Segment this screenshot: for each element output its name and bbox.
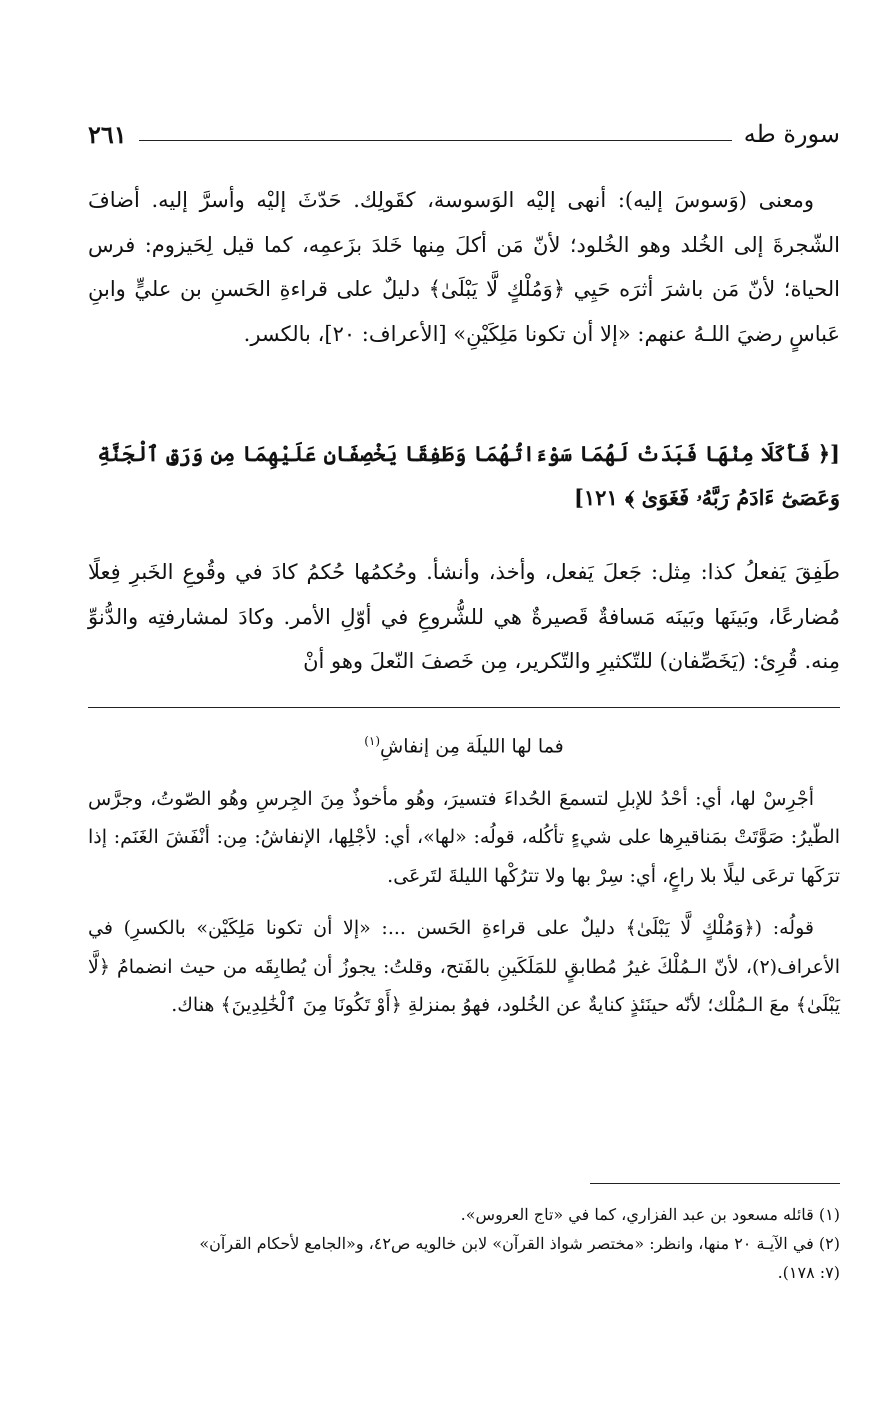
quran-verse	[88, 432, 840, 520]
verse-line: وَعَصَىٰٓ ءَادَمُ رَبَّهُۥ فَغَوَىٰ ﴾ ١٢١]	[573, 485, 840, 510]
annotation-divider	[88, 707, 840, 708]
main-commentary	[88, 178, 840, 356]
annotation-section	[88, 722, 840, 1025]
poem-footnote-ref: (١)	[364, 734, 381, 748]
footnote-continuation: (٧: ١٧٨).	[777, 1263, 840, 1282]
footnote-rule	[590, 1183, 840, 1184]
annotation-paragraph: أجْرِسْ لها، أي: أحْدُ للإبلِ لتسمعَ الحُداءَ فتسيرَ، وهُو مأخوذٌ مِنَ الجِرسِ وهُو الصّوتُ، وجرَّس الطّيرُ: صَوَّتَتْ بمَناقيرِها على شيءٍ تأكُله، قولُه: «لها»، أي: لأجْلِها، الإنفاشُ: مِن: أنْفَشَ الغَنَم: إذا ترَكَها ترعَى ليلًا بلا راعٍ، أي: سِرْ بها ولا تترُكْها الليلةَ لتَرعَى.	[88, 787, 840, 887]
footnotes	[88, 1200, 840, 1287]
verse-line: [﴿ فَأَكَلَا مِنْهَا فَبَدَتْ لَهُمَا سَوْءَاتُهُمَا وَطَفِقَا يَخْصِفَانِ عَلَيْهِمَا مِن وَرَقِ ٱلْجَنَّةِ	[97, 441, 840, 466]
main-commentary	[88, 550, 840, 684]
poem-line	[88, 722, 840, 766]
page-header	[88, 112, 840, 156]
footnote: (٢) في الآيـة ٢٠ منها، وانظر: «مختصر شواذ القرآن» لابن خالويه ص٤٢، و«الجامع لأحكام القرآن»	[199, 1234, 840, 1253]
main-paragraph: ومعنى (وَسوسَ إليه): أنهى إليْه الوَسوسة، كقَولِك. حَدّثَ إليْه وأسرَّ إليه. أضافَ الشّجرةَ إلى الخُلد وهو الخُلود؛ لأنّ مَن أكلَ مِنها خَلدَ بزَعمِه، كما قيل لِحَيزوم: فرس الحياة؛ لأنّ مَن باشرَ أثرَه حَيِي ﴿وَمُلْكٍ لَّا يَبْلَىٰ﴾ دليلٌ على قراءةِ الحَسنِ بن عليٍّ وابنِ عَباسٍ رضيَ اللـهُ عنهم: «إلا أن تكونا مَلِكَيْنِ» [الأعراف: ٢٠]، بالكسر.	[88, 188, 841, 346]
main-paragraph: طَفِقَ يَفعلُ كذا: مِثل: جَعلَ يَفعل، وأخذ، وأنشأ. وحُكمُها حُكمُ كادَ في وقُوعِ الخَبرِ فِعلًا مُضارعًا، وبَينَها وبَينَه مَسافةٌ قَصيرةٌ هي للشُّروعِ في أوّلِ الأمر. وكادَ لمشارفتِه والدُّنوِّ مِنه. قُرِئ: (يَخَصِّفان) للتّكثيرِ والتّكرير، مِن خَصفَ النّعلَ وهو أنْ	[88, 560, 840, 673]
page-number: ٢٦١	[88, 119, 127, 149]
annotation-paragraph: قولُه: (﴿وَمُلْكٍ لَّا يَبْلَىٰ﴾ دليلٌ على قراءةِ الحَسن ...: «إلا أن تكونا مَلِكَيْن» بالكسرِ) في الأعراف(٢)، لأنّ الـمُلْكَ غيرُ مُطابقٍ للمَلَكَينِ بالفَتح، وقلتُ: يجوزُ أن يُطابِقَه من حيث انضمامُ ﴿لَّا يَبْلَىٰ﴾ معَ الـمُلْك؛ لأنّه حينَئذٍ كنايةٌ عن الخُلود، فهوُ بمنزلةِ ﴿أَوْ تَكُونَا مِنَ ٱلْخَٰلِدِينَ﴾ هناك.	[88, 917, 840, 1017]
surah-title: سورة طه	[743, 120, 840, 148]
footnote: (١) قائله مسعود بن عبد الفزاري، كما في «تاج العروس».	[460, 1205, 840, 1224]
poem-text: فما لها الليلَة مِن إنفاشِ	[380, 735, 564, 758]
header-rule	[139, 140, 732, 141]
